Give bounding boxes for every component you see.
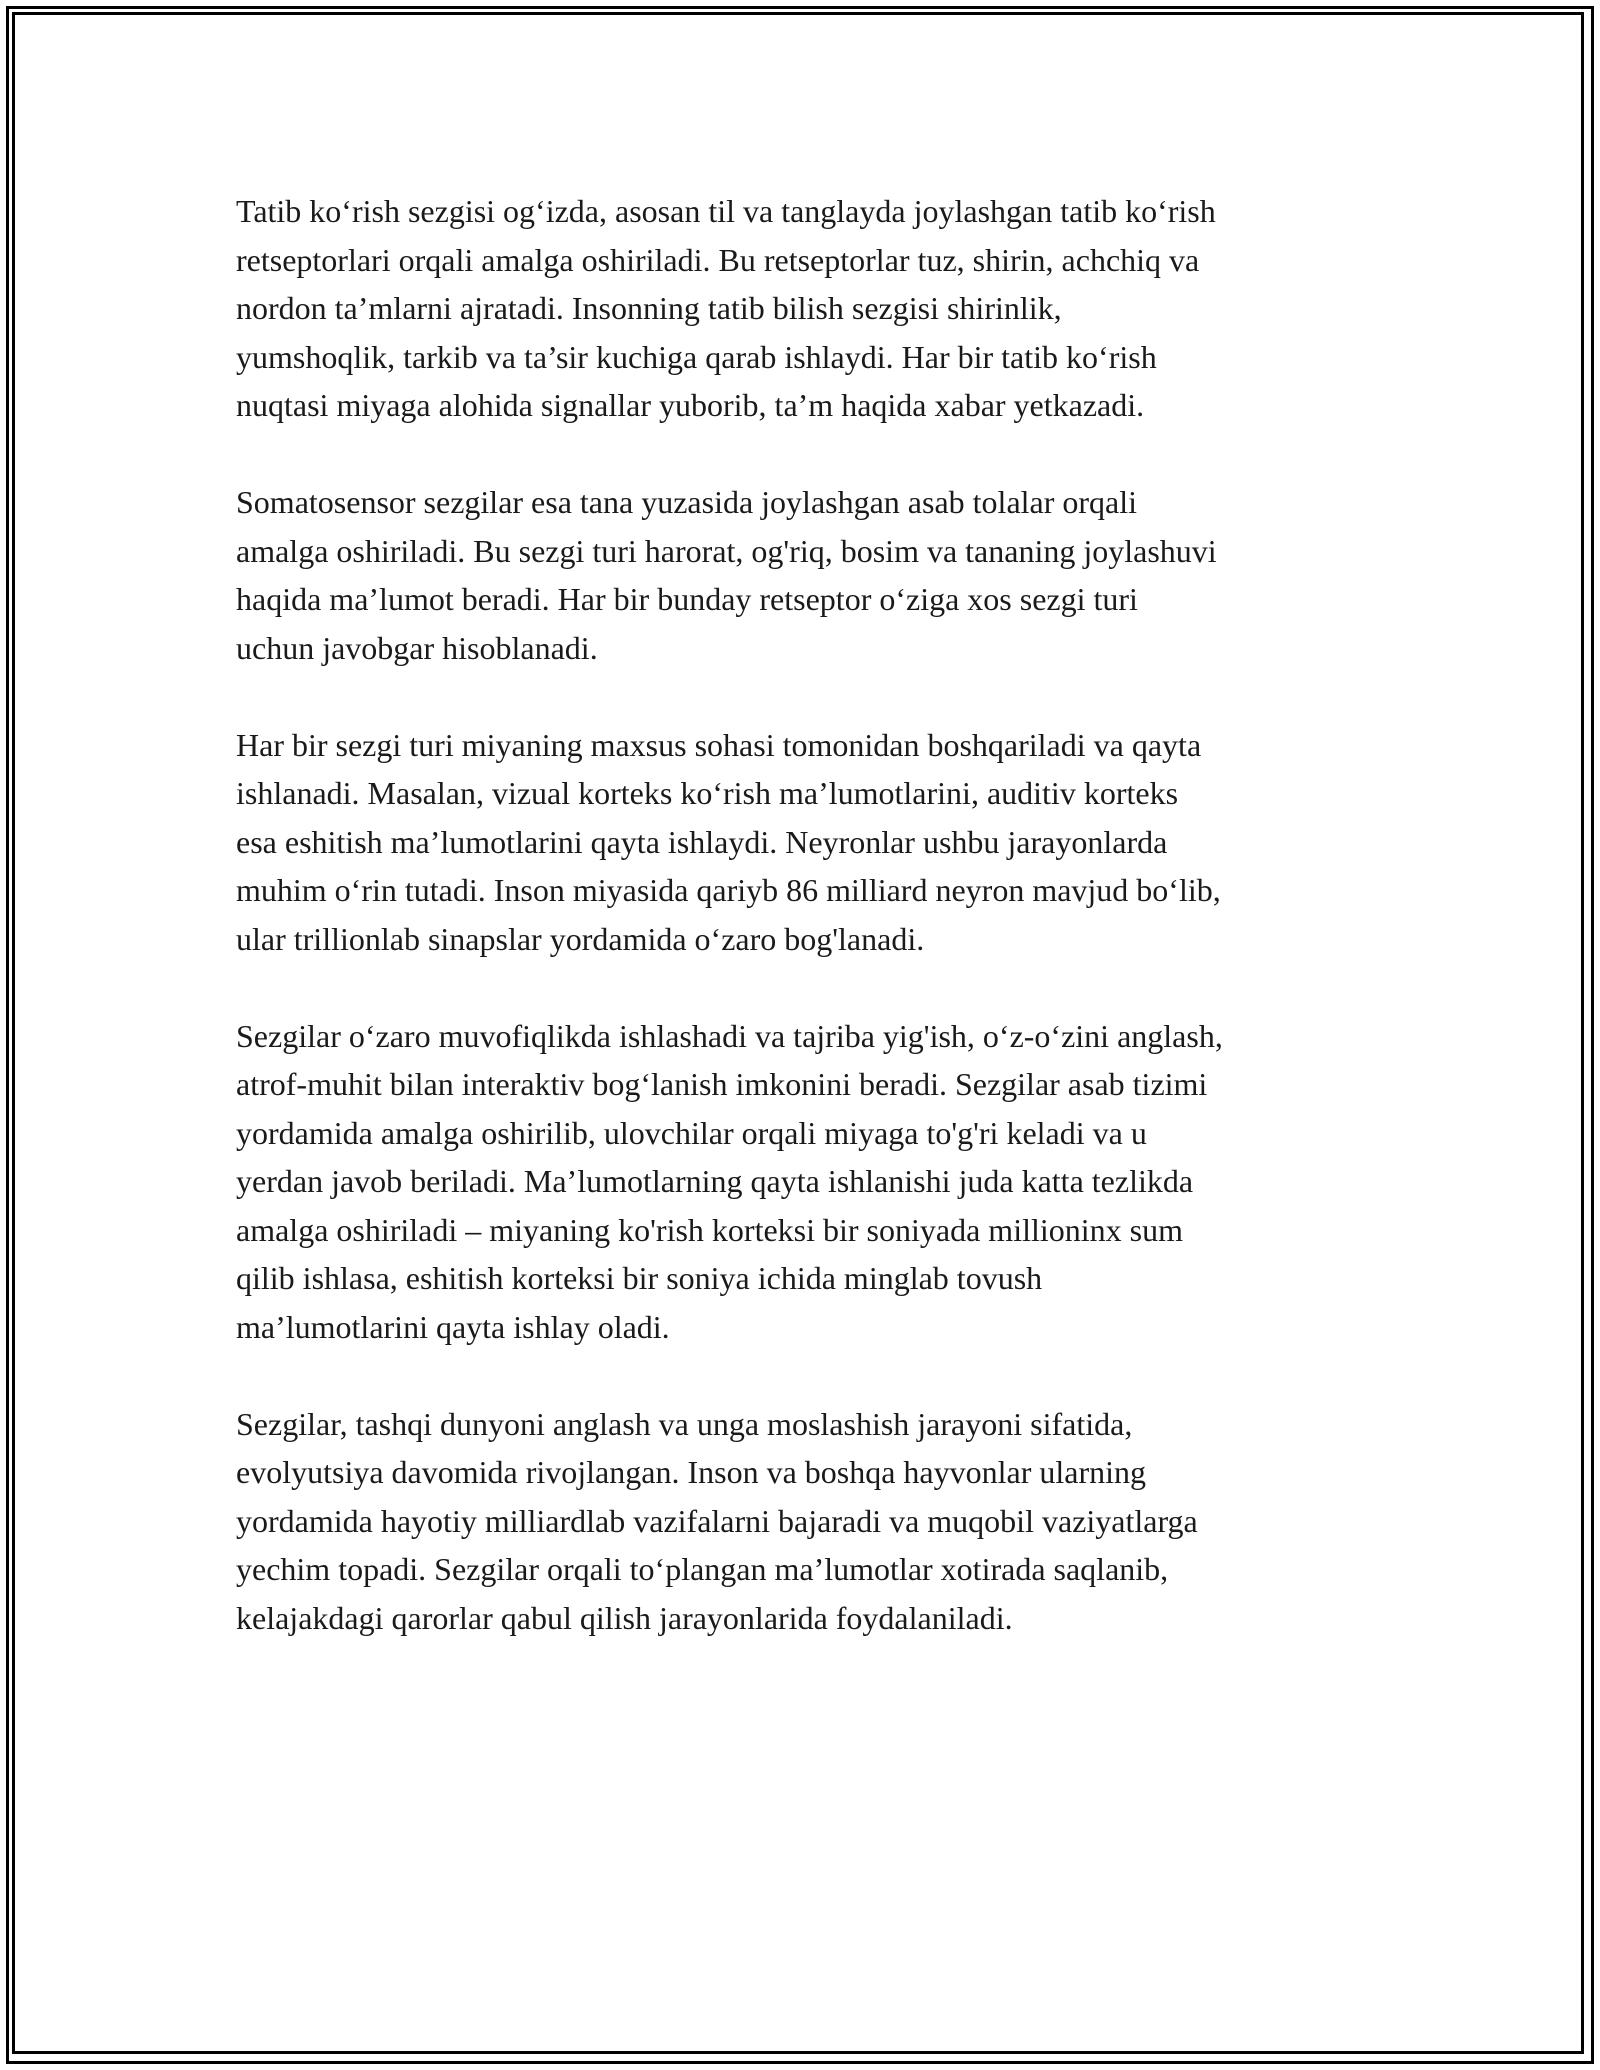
text-line: nuqtasi miyaga alohida signallar yuborib, ta’m haqida xabar yetkazadi.: [236, 387, 1145, 423]
text-line: yordamida amalga oshirilib, ulovchilar orqali miyaga to'g'ri keladi va u: [236, 1114, 1147, 1151]
text-line: yordamida hayotiy milliardlab vazifalarni bajaradi va muqobil vaziyatlarga: [236, 1502, 1198, 1539]
text-line: ishlanadi. Masalan, vizual korteks ko‘rish ma’lumotlarini, auditiv korteks: [236, 775, 1179, 811]
text-line: Sezgilar o‘zaro muvofiqlikda ishlashadi va tajriba yig'ish, o‘z-o‘zini anglash,: [236, 1017, 1223, 1054]
text-line: Har bir sezgi turi miyaning maxsus sohasi tomonidan boshqariladi va qayta: [236, 726, 1202, 763]
text-line: amalga oshiriladi. Bu sezgi turi harorat, og'riq, bosim va tananing joylashuvi: [236, 532, 1217, 569]
text-line: kelajakdagi qarorlar qabul qilish jarayonlarida foydalaniladi.: [236, 1599, 1013, 1636]
text-line: nordon ta’mlarni ajratadi. Insonning tatib bilish sezgisi shirinlik,: [236, 290, 1062, 326]
paragraph-taste: [236, 187, 1396, 430]
text-line: Somatosensor sezgilar esa tana yuzasida joylashgan asab tolalar orqali: [236, 484, 1138, 520]
text-line: haqida ma’lumot beradi. Har bir bunday retseptor o‘ziga xos sezgi turi: [236, 581, 1138, 617]
paragraph-coordination: [236, 1012, 1396, 1352]
paragraph-evolution: [236, 1400, 1396, 1643]
text-line: Sezgilar, tashqi dunyoni anglash va unga moslashish jarayoni sifatida,: [236, 1405, 1133, 1442]
text-line: yerdan javob beriladi. Ma’lumotlarning qayta ishlanishi juda katta tezlikda: [236, 1163, 1194, 1199]
text-line: evolyutsiya davomida rivojlangan. Inson va boshqa hayvonlar ularning: [236, 1454, 1147, 1490]
text-line: qilib ishlasa, eshitish korteksi bir soniya ichida minglab tovush: [236, 1260, 1043, 1296]
paragraph-somatosensory: [236, 478, 1396, 672]
text-line: ma’lumotlarini qayta ishlay oladi.: [236, 1308, 670, 1345]
document-body: [236, 187, 1396, 1691]
text-line: retseptorlari orqali amalga oshiriladi. Bu retseptorlar tuz, shirin, achchiq va: [236, 241, 1200, 278]
text-line: uchun javobgar hisoblanadi.: [236, 629, 598, 666]
text-line: ular trillionlab sinapslar yordamida o‘zaro bog'lanadi.: [236, 920, 925, 957]
text-line: muhim o‘rin tutadi. Inson miyasida qariyb 86 milliard neyron mavjud bo‘lib,: [236, 872, 1221, 908]
text-line: yumshoqlik, tarkib va ta’sir kuchiga qarab ishlaydi. Har bir tatib ko‘rish: [236, 338, 1157, 375]
text-line: atrof-muhit bilan interaktiv bog‘lanish imkonini beradi. Sezgilar asab tizimi: [236, 1066, 1208, 1102]
text-line: amalga oshiriladi – miyaning ko'rish korteksi bir soniyada millioninx sum: [236, 1211, 1183, 1248]
text-line: yechim topadi. Sezgilar orqali to‘plangan ma’lumotlar xotirada saqlanib,: [236, 1551, 1169, 1587]
text-line: Tatib ko‘rish sezgisi og‘izda, asosan til va tanglayda joylashgan tatib ko‘rish: [236, 193, 1216, 229]
text-line: esa eshitish ma’lumotlarini qayta ishlaydi. Neyronlar ushbu jarayonlarda: [236, 823, 1168, 860]
paragraph-brain-regions: [236, 721, 1396, 964]
